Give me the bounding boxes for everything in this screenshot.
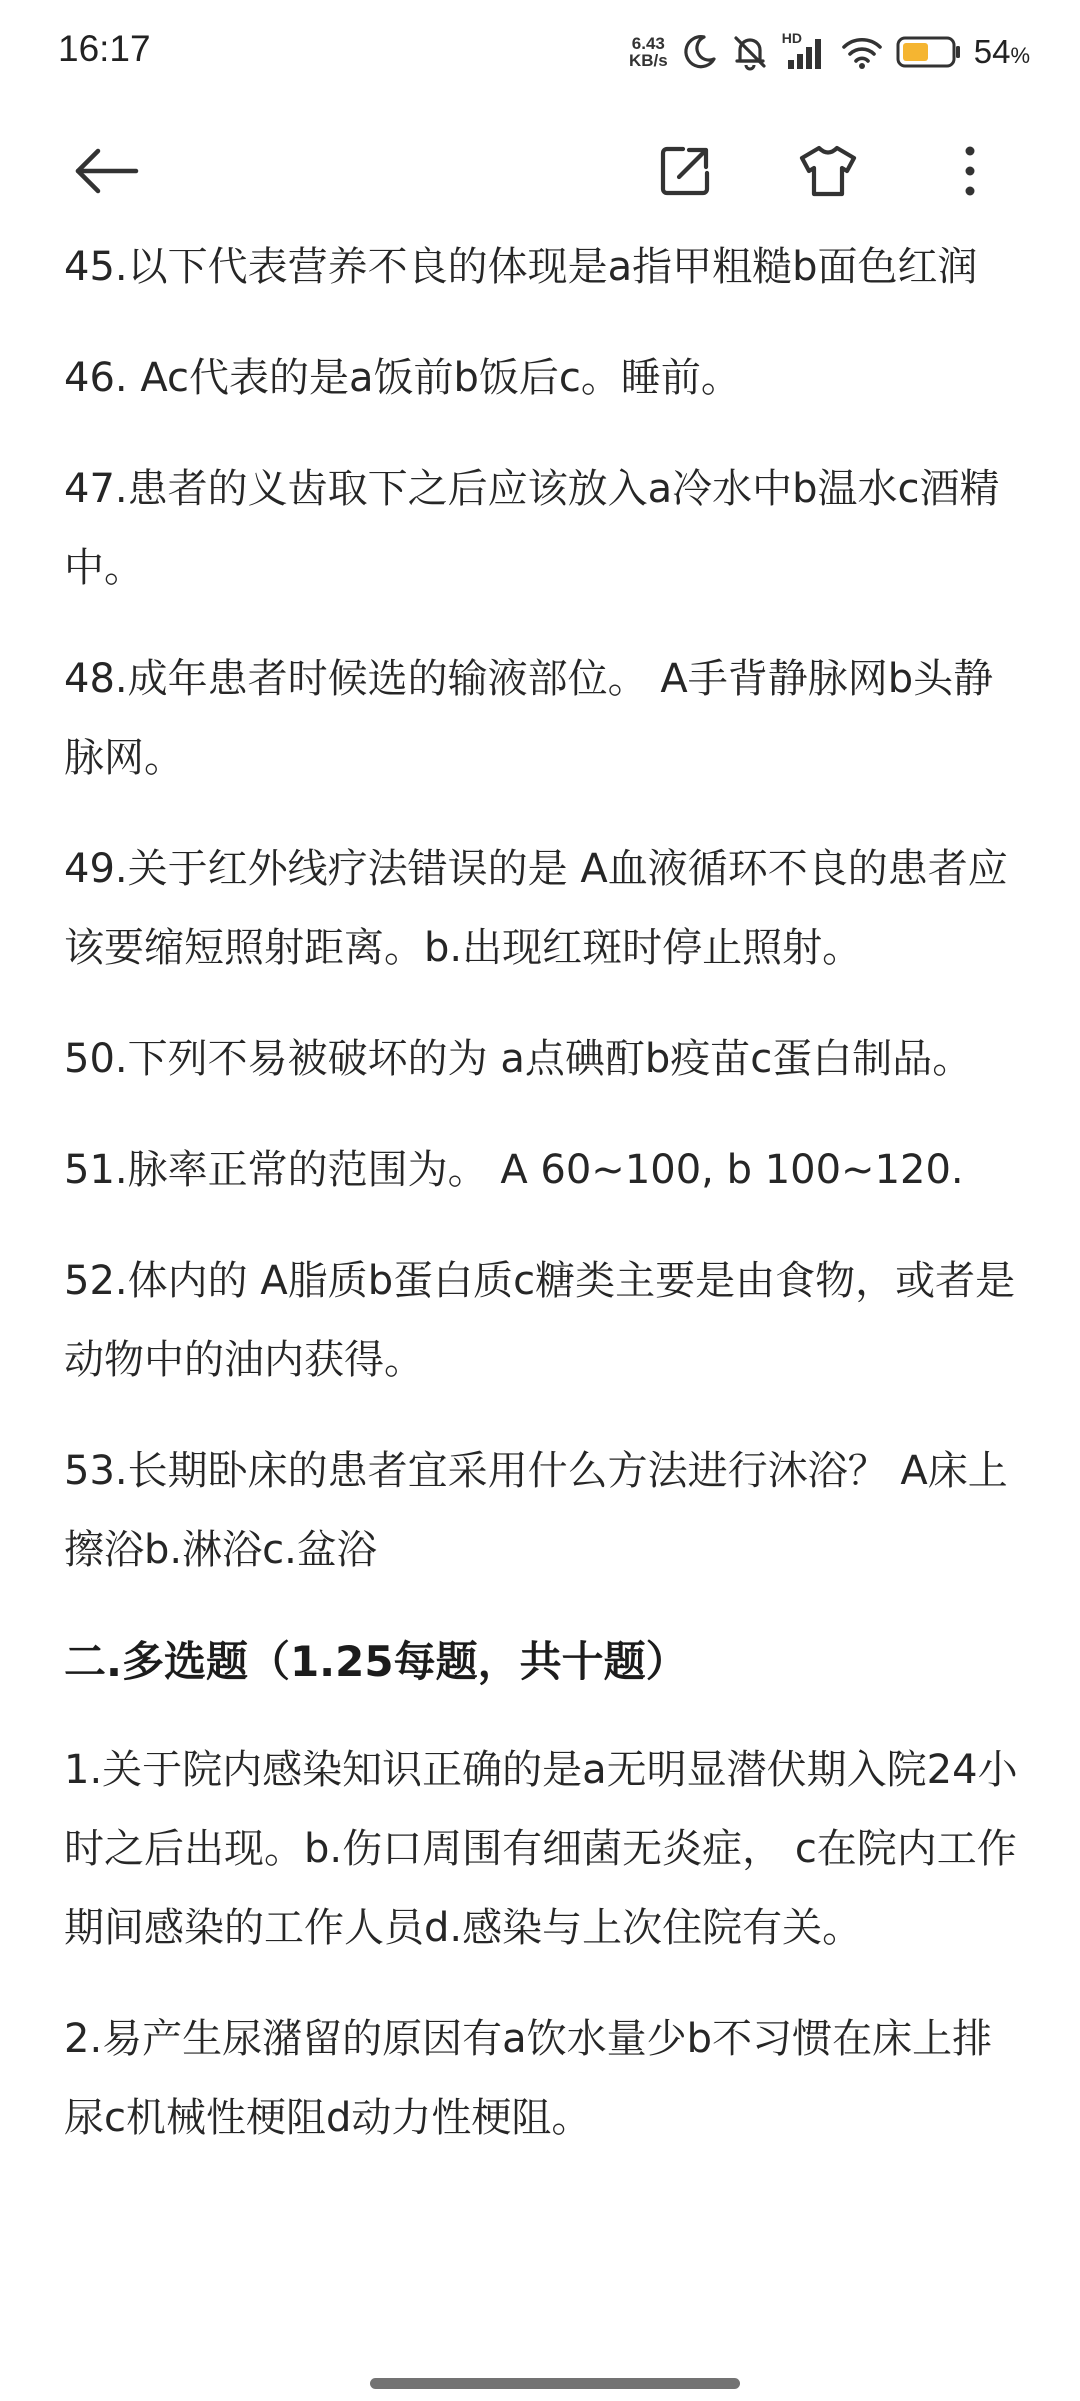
status-time: 16:17: [58, 28, 151, 69]
question-48: 48.成年患者时候选的输液部位。 A手背静脉网b头静脉网。: [64, 656, 994, 781]
multi-question-1: 1.关于院内感染知识正确的是a无明显潜伏期入院24小时之后出现。b.伤口周围有细菌无炎症， c在院内工作期间感染的工作人员d.感染与上次住院有关。: [64, 1747, 1018, 1951]
network-speed-unit: KB/s: [628, 51, 668, 70]
question-46: 46. Ac代表的是a饭前b饭后c。睡前。: [64, 355, 741, 401]
more-options-button[interactable]: [935, 138, 1005, 208]
question-47: 47.患者的义齿取下之后应该放入a冷水中b温水c酒精中。: [64, 466, 1000, 591]
more-vertical-icon: [960, 143, 980, 203]
question-53: 53.长期卧床的患者宜采用什么方法进行沐浴？ A床上擦浴b.淋浴c.盆浴: [64, 1448, 1008, 1573]
share-icon: [657, 143, 713, 203]
share-button[interactable]: [650, 138, 720, 208]
network-speed-value: 6.43: [631, 34, 665, 53]
section-heading-multiple-choice: 二.多选题（1.25每题，共十题）: [64, 1637, 688, 1686]
question-45: 45.以下代表营养不良的体现是a指甲粗糙b面色红润: [64, 244, 978, 290]
network-speed: [629, 35, 668, 69]
question-50: 50.下列不易被破坏的为 a点碘酊b疫苗c蛋白制品。: [64, 1036, 973, 1082]
back-arrow-icon: [74, 146, 140, 200]
home-indicator[interactable]: [370, 2378, 740, 2389]
signal-icon: [782, 32, 828, 72]
network-type-label: HD: [781, 30, 802, 46]
moon-icon: [680, 33, 718, 71]
status-icons: [629, 26, 1030, 78]
battery-percent-sign: %: [1010, 43, 1030, 68]
battery-icon: [896, 35, 962, 69]
battery-percent-value: 54: [973, 33, 1011, 70]
shirt-icon: [798, 143, 858, 203]
question-51: 51.脉率正常的范围为。 A 60~100, b 100~120.: [64, 1147, 964, 1193]
battery-percent: [974, 33, 1030, 71]
top-toolbar: [0, 110, 1080, 230]
theme-button[interactable]: [793, 138, 863, 208]
back-button[interactable]: [72, 138, 142, 208]
bell-off-icon: [730, 32, 770, 72]
status-bar: [0, 0, 1080, 110]
question-49: 49.关于红外线疗法错误的是 A血液循环不良的患者应该要缩短照射距离。b.出现红斑时停止照射。: [64, 846, 1008, 971]
multi-question-2: 2.易产生尿潴留的原因有a饮水量少b不习惯在床上排尿c机械性梗阻d动力性梗阻。: [64, 2016, 993, 2141]
question-52: 52.体内的 A脂质b蛋白质c糖类主要是由食物，或者是动物中的油内获得。: [64, 1258, 1016, 1383]
wifi-icon: [840, 33, 884, 71]
document-content: [64, 228, 1024, 2190]
